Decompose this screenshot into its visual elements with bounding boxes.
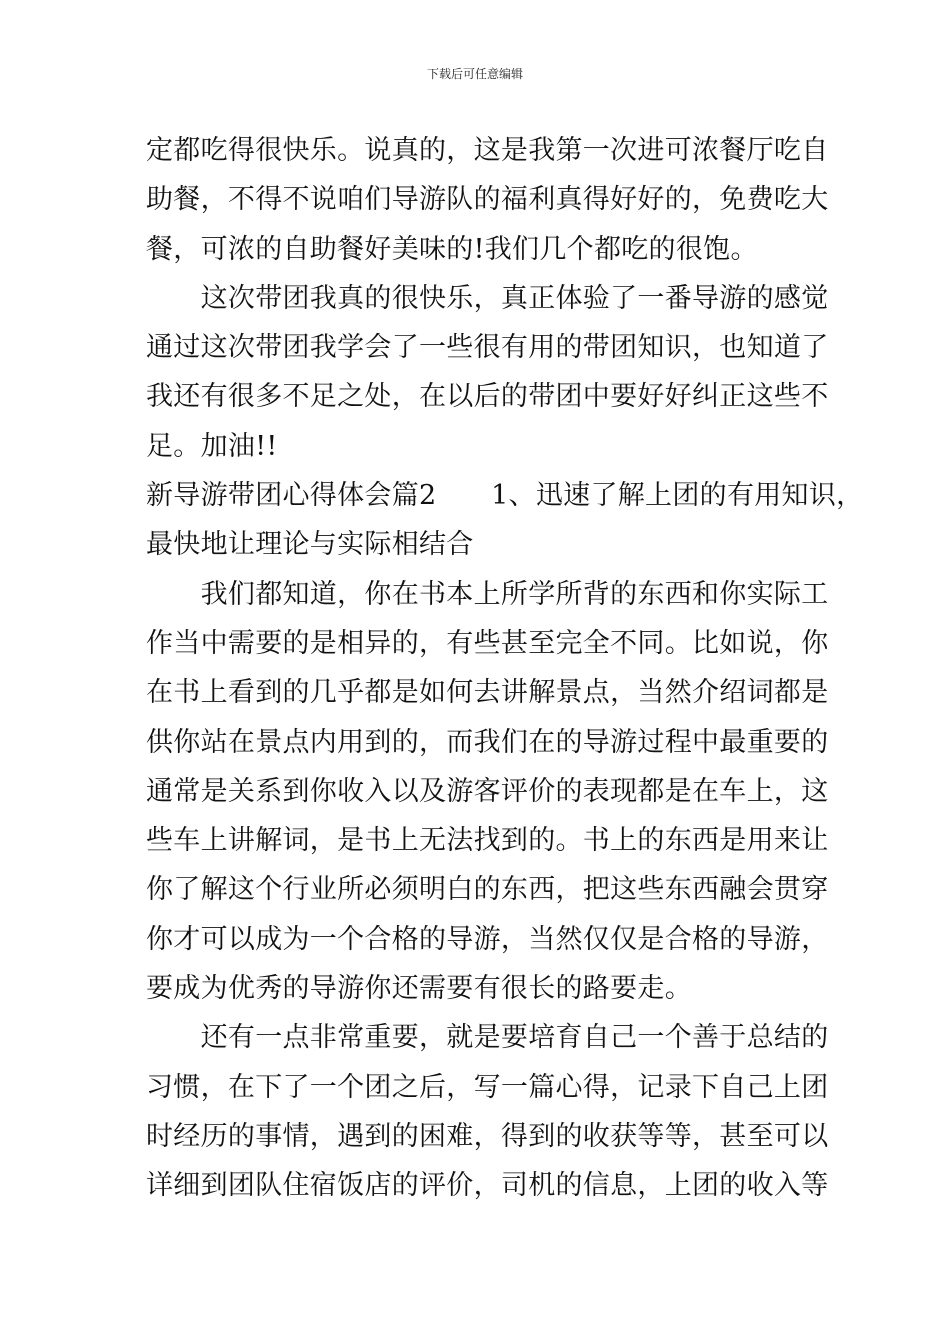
text-line: 要成为优秀的导游你还需要有很长的路要走。 — [146, 973, 692, 1005]
section-heading-line: 新导游带团心得体会篇2 1、迅速了解上团的有用知识， — [146, 480, 864, 512]
text-line: 作当中需要的是相异的，有些甚至完全不同。比如说，你 — [146, 627, 829, 659]
text-line: 定都吃得很快乐。说真的，这是我第一次进可浓餐厅吃自 — [146, 135, 829, 166]
text-line: 详细到团队住宿饭店的评价，司机的信息，上团的收入等 — [146, 1170, 829, 1202]
document-body — [146, 126, 864, 1211]
text-line: 通过这次带团我学会了一些很有用的带团知识，也知道了 — [146, 332, 829, 364]
text-line: 助餐，不得不说咱们导游队的福利真得好好的，免费吃大 — [146, 184, 829, 216]
text-line: 通常是关系到你收入以及游客评价的表现都是在车上，这 — [146, 775, 829, 807]
text-line: 在书上看到的几乎都是如何去讲解景点，当然介绍词都是 — [146, 677, 829, 709]
text-line: 餐，可浓的自助餐好美味的!我们几个都吃的很饱。 — [146, 233, 758, 265]
text-line: 习惯，在下了一个团之后，写一篇心得，记录下自己上团 — [146, 1071, 829, 1103]
text-line: 这次带团我真的很快乐，真正体验了一番导游的感觉 — [146, 282, 829, 314]
text-line: 时经历的事情，遇到的困难，得到的收获等等，甚至可以 — [146, 1120, 829, 1152]
text-line: 你才可以成为一个合格的导游，当然仅仅是合格的导游， — [146, 923, 829, 955]
page-header: 下载后可任意编辑 — [426, 67, 523, 81]
text-line: 我还有很多不足之处，在以后的带团中要好好纠正这些不 — [146, 381, 829, 413]
text-line: 足。加油!! — [146, 430, 278, 462]
text-line: 些车上讲解词，是书上无法找到的。书上的东西是用来让 — [146, 825, 829, 857]
text-line: 我们都知道，你在书本上所学所背的东西和你实际工 — [146, 578, 829, 610]
text-line: 供你站在景点内用到的，而我们在的导游过程中最重要的 — [146, 726, 829, 758]
section-heading-line: 最快地让理论与实际相结合 — [146, 529, 474, 561]
text-line: 还有一点非常重要，就是要培育自己一个善于总结的 — [146, 1022, 829, 1054]
text-line: 你了解这个行业所必须明白的东西，把这些东西融会贯穿 — [146, 874, 829, 906]
